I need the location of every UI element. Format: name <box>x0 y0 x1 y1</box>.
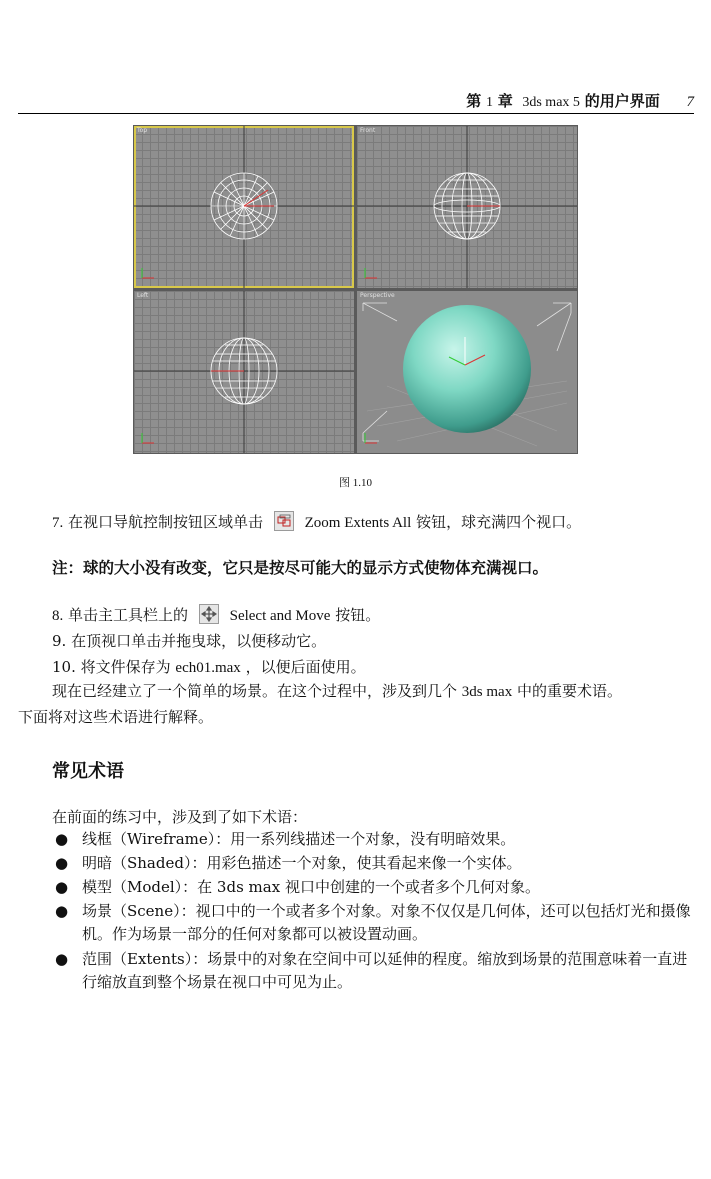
term-wireframe: 线框（Wireframe）：用一系列线描述一个对象，没有明暗效果。 <box>82 830 516 848</box>
bullet-icon: ● <box>55 902 69 920</box>
step-text: 按钮。 <box>335 606 381 624</box>
viewport-figure <box>133 125 578 454</box>
term-scene: 场景（Scene）：视口中的一个或者多个对象。对象不仅仅是几何体，还可以包括灯光和摄像机。作为场景一部分的任何对象都可以被设置动画。 <box>82 902 691 943</box>
term-shaded: 明暗（Shaded）：用彩色描述一个对象，使其看起来像一个实体。 <box>82 854 522 872</box>
viewport-top[interactable] <box>134 126 354 288</box>
shaded-sphere-perspective <box>357 291 577 453</box>
step-text: 铵钮，球充满四个视口。 <box>416 513 582 531</box>
chapter-suffix: 章 <box>497 92 513 110</box>
viewport-label: Left <box>137 292 149 299</box>
wireframe-sphere-top <box>134 126 354 288</box>
step-number: 7. <box>52 515 64 531</box>
app-name: 3ds max 5 <box>522 95 580 110</box>
paragraph-text: 中的重要术语。 <box>517 682 623 700</box>
section-intro: 在前面的练习中，涉及到了如下术语： <box>52 808 308 826</box>
step-8 <box>52 604 380 626</box>
chapter-number: 1 <box>486 95 494 110</box>
step-9: 9. 在顶视口单击并拖曳球，以便移动它。 <box>52 632 327 650</box>
select-and-move-icon[interactable] <box>199 604 219 624</box>
bullet-icon: ● <box>55 830 69 848</box>
term-extents: 范围（Extents）：场景中的对象在空间中可以延伸的程度。缩放到场景的范围意味着一直进行缩放直到整个场景在视口中可见为止。 <box>82 950 688 991</box>
section-title: 常见术语 <box>52 761 124 782</box>
button-name: Select and Move <box>229 608 331 624</box>
page-header <box>18 88 694 114</box>
step-10 <box>52 656 366 677</box>
chapter-title <box>466 90 694 111</box>
bullet-icon: ● <box>55 854 69 872</box>
file-name: ech01.max <box>175 660 241 676</box>
chapter-prefix: 第 <box>466 92 482 110</box>
figure-caption: 图 1.10 <box>339 477 372 489</box>
viewport-label: Perspective <box>360 292 395 299</box>
step-7 <box>52 511 581 533</box>
viewport-front[interactable] <box>357 126 577 288</box>
step-text: 在视口导航控制按钮区域单击 <box>68 513 264 531</box>
app-name-inline: 3ds max <box>461 684 513 700</box>
bullet-icon: ● <box>55 878 69 896</box>
term-model: 模型（Model）：在 3ds max 视口中创建的一个或者多个几何对象。 <box>82 878 540 896</box>
viewport-perspective[interactable] <box>357 291 577 453</box>
step-text: ，以便后面使用。 <box>245 658 366 676</box>
zoom-extents-all-icon[interactable] <box>274 511 294 531</box>
wireframe-sphere-front <box>357 126 577 288</box>
paragraph-line-2: 下面将对这些术语进行解释。 <box>18 708 214 726</box>
chapter-title-text: 的用户界面 <box>584 92 660 110</box>
viewport-label: Front <box>360 127 376 134</box>
note: 注：球的大小没有改变，它只是按尽可能大的显示方式使物体充满视口。 <box>52 559 549 577</box>
paragraph-text: 现在已经建立了一个简单的场景。在这个过程中，涉及到几个 <box>52 682 458 700</box>
paragraph-line-1 <box>52 680 622 701</box>
wireframe-sphere-left <box>134 291 354 453</box>
axis-gizmo <box>142 268 154 278</box>
step-number: 8. <box>52 608 64 624</box>
page-number: 7 <box>686 94 694 110</box>
step-text: 单击主工具栏上的 <box>68 606 189 624</box>
viewport-label: Top <box>137 127 148 134</box>
viewport-left[interactable] <box>134 291 354 453</box>
step-text: 10. 将文件保存为 <box>52 658 171 676</box>
bullet-icon: ● <box>55 950 69 968</box>
button-name: Zoom Extents All <box>304 515 412 531</box>
